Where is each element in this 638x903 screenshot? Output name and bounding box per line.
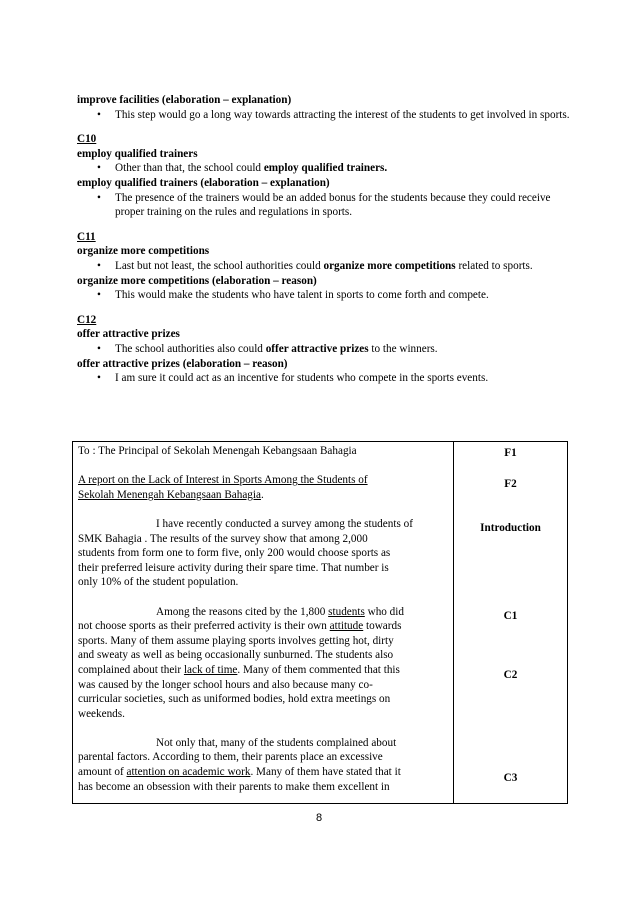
bullet-text: to the winners. <box>368 342 438 355</box>
text-line <box>78 765 448 780</box>
reasons-paragraph <box>78 605 448 722</box>
text-line: weekends. <box>78 707 125 720</box>
text-line: Not only that, many of the students complained about <box>156 736 397 749</box>
underlined-text: attention on academic work <box>126 766 251 779</box>
bullet-item <box>77 342 572 357</box>
introduction-paragraph <box>78 517 448 590</box>
marker-f2: F2 <box>504 478 517 490</box>
report-text-cell <box>73 442 454 804</box>
content-code-c10: C10 <box>77 133 97 146</box>
bullet-bold-text: offer attractive prizes <box>265 342 369 355</box>
bullet-text: The school authorities also could <box>115 342 266 355</box>
text-line: was caused by the longer school hours and also because many co- <box>78 678 373 691</box>
marker-column <box>454 442 568 804</box>
report-title-line: A report on the Lack of Interest in Sports Among the Students of <box>78 474 368 487</box>
text-span: complained about their <box>78 663 184 676</box>
text-span: who did <box>364 605 404 618</box>
underlined-text: students <box>328 605 365 618</box>
bullet-item <box>77 259 572 274</box>
content-point-heading: organize more competitions <box>77 245 210 258</box>
content-point-heading: employ qualified trainers <box>77 147 198 160</box>
bullet-item: • This would make the students who have talent in sports to come forth and compete. <box>77 288 572 303</box>
text-line: and sweaty as well as being occasionally sunburned. The students also <box>78 649 394 662</box>
text-span: . Many of them commented that this <box>237 663 400 676</box>
bullet-bold-text: employ qualified trainers. <box>263 162 388 175</box>
text-line: curricular societies, such as uniformed bodies, hold extra meetings on <box>78 693 391 706</box>
table-row <box>73 442 568 804</box>
content-code-c12: C12 <box>77 313 97 326</box>
text-line: parental factors. According to them, their parents place an excessive <box>78 751 383 764</box>
bullet-text: related to sports. <box>455 259 533 272</box>
text-line: SMK Bahagia . The results of the survey show that among 2,000 <box>78 532 368 545</box>
bullet-text: Other than that, the school could <box>115 162 264 175</box>
bullet-text: Last but not least, the school authorities could <box>115 259 324 272</box>
elaboration-heading: improve facilities (elaboration – explanation) <box>77 94 292 106</box>
bullet-item: • This step would go a long way towards attracting the interest of the students to get involved in sports. <box>77 108 572 123</box>
bullet-list <box>77 161 572 176</box>
underlined-text: attitude <box>329 620 364 633</box>
text-span: amount of <box>78 766 127 779</box>
parental-factors-paragraph <box>78 736 448 794</box>
text-line: I have recently conducted a survey among the students of <box>156 517 413 530</box>
text-span: Among the reasons cited by the 1,800 <box>156 605 329 618</box>
bullet-list <box>77 371 572 386</box>
text-span: not choose sports as their preferred activity is their own <box>78 620 330 633</box>
text-span: . Many of them have stated that it <box>250 766 401 779</box>
bullet-item: • I am sure it could act as an incentive for students who compete in the sports events. <box>77 371 572 386</box>
underlined-text: lack of time <box>183 663 238 676</box>
to-line: To : The Principal of Sekolah Menengah Kebangsaan Bahagia <box>78 445 357 457</box>
sample-report-table <box>72 441 568 804</box>
marker-c2: C2 <box>503 669 518 681</box>
text-line: students from form one to form five, only 200 would choose sports as <box>78 547 391 560</box>
text-line: has become an obsession with their parents to make them excellent in <box>78 780 390 793</box>
content-point-notes <box>77 93 572 386</box>
elaboration-heading: organize more competitions (elaboration – reason) <box>77 274 317 287</box>
report-title <box>78 473 448 502</box>
bullet-bold-text: organize more competitions <box>323 259 456 272</box>
text-span: towards <box>363 620 402 633</box>
elaboration-heading: employ qualified trainers (elaboration – explanation) <box>77 176 330 189</box>
marker-c1: C1 <box>503 610 518 622</box>
content-code-c11: C11 <box>77 230 96 243</box>
text-line <box>78 663 448 678</box>
bullet-list <box>77 191 572 220</box>
text-line <box>78 605 448 620</box>
bullet-item: • The presence of the trainers would be an added bonus for the students because they could receive proper training on the rules and regulations in sports. <box>77 191 572 220</box>
text-line: only 10% of the student population. <box>78 576 239 589</box>
bullet-list <box>77 288 572 303</box>
content-point-heading: offer attractive prizes <box>77 328 180 341</box>
marker-f1: F1 <box>504 447 517 459</box>
bullet-list <box>77 108 572 123</box>
page-number: 8 <box>315 812 323 824</box>
report-title-line: Sekolah Menengah Kebangsaan Bahagia <box>78 488 261 501</box>
report-title-end: . <box>260 488 264 501</box>
text-line: their preferred leisure activity during their spare time. That number is <box>78 561 389 574</box>
bullet-list <box>77 259 572 274</box>
bullet-list <box>77 342 572 357</box>
text-line <box>78 619 448 634</box>
bullet-item <box>77 161 572 176</box>
elaboration-heading: offer attractive prizes (elaboration – reason) <box>77 357 288 370</box>
text-line: sports. Many of them assume playing sports involves getting hot, dirty <box>78 634 394 647</box>
marker-introduction: Introduction <box>480 522 541 534</box>
marker-c3: C3 <box>503 772 518 784</box>
